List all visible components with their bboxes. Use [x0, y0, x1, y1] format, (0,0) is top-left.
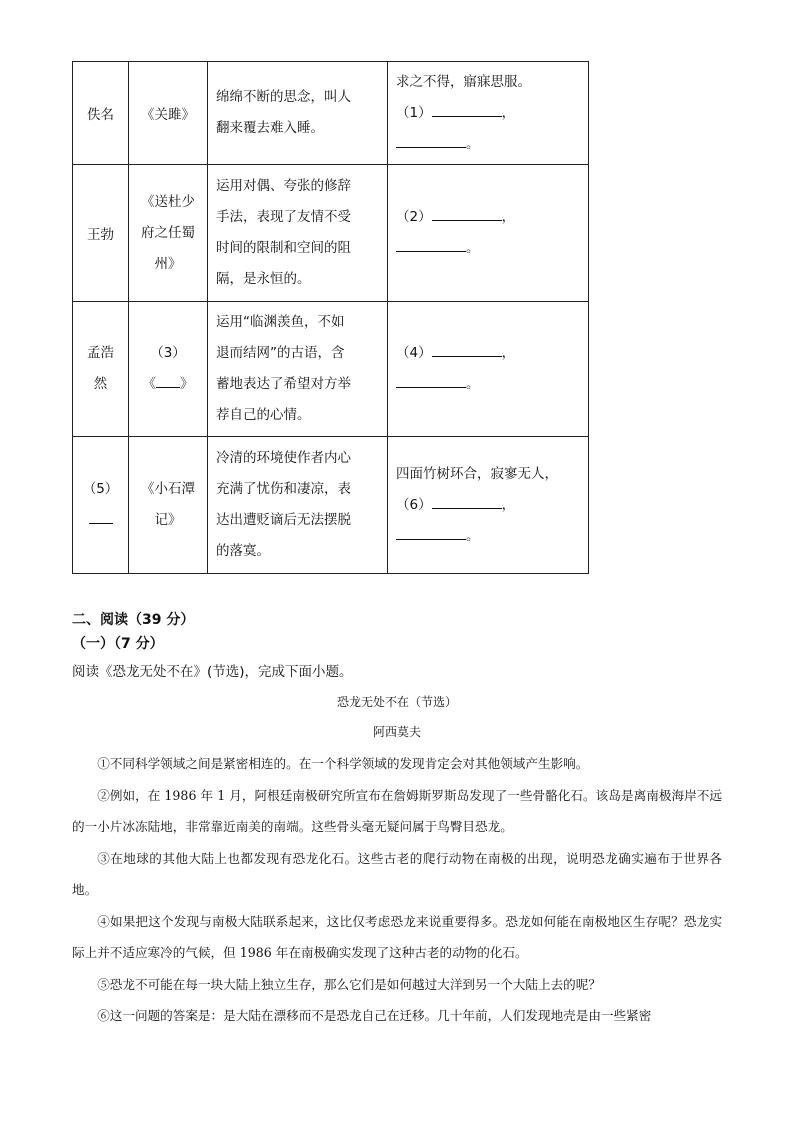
blank-number: （1） — [396, 104, 432, 121]
answer-blank[interactable] — [396, 386, 466, 388]
answer-blank[interactable] — [396, 538, 466, 540]
paragraph: ⑤恐龙不可能在每一块大陆上独立生存，那么它们是如何越过大洋到另一个大陆上去的呢？ — [97, 976, 601, 992]
passage-body — [72, 748, 722, 1032]
description-line: 手法，表现了友情不受 — [216, 209, 351, 225]
paragraph: ②例如，在 1986 年 1 月，阿根廷南极研究所宣布在詹姆斯罗斯岛发现了一些骨骼化石。该岛是离南极海岸不远的一小片冰冻陆地，非常靠近南美的南端。这些骨头毫无疑问属于鸟臀目恐龙。 — [72, 787, 722, 834]
lines-cell — [388, 165, 589, 302]
subsection-heading: （一）（7 分） — [72, 636, 164, 652]
table-row — [73, 302, 589, 437]
description-line: 达出遭贬谪后无法摆脱 — [216, 512, 351, 528]
answer-blank[interactable] — [396, 250, 466, 252]
author-cell — [73, 437, 129, 574]
table-row — [73, 165, 589, 302]
description-line: 隔，是永恒的。 — [216, 271, 311, 287]
passage-author: 阿西莫夫 — [372, 725, 421, 739]
paragraph: ④如果把这个发现与南极大陆联系起来，这比仅考虑恐龙来说重要得多。恐龙如何能在南极地区生存呢？恐龙实际上并不适应寒冷的气候，但 1986 年在南极确实发现了这种古老的动物的化石。 — [72, 913, 722, 960]
author-cell — [73, 302, 129, 437]
author-name: 王勃 — [87, 227, 114, 243]
description-cell — [208, 165, 388, 302]
description-line: 时间的限制和空间的阻 — [216, 240, 351, 256]
fill-blank-line — [396, 233, 580, 264]
table-row — [73, 437, 589, 574]
comma: ， — [501, 345, 516, 361]
comma: ， — [501, 104, 516, 121]
author-name: 佚名 — [87, 107, 114, 123]
blank-number: （4） — [396, 345, 432, 361]
lines-cell — [388, 437, 589, 574]
section-heading: 二、阅读（39 分） — [72, 612, 195, 628]
author-cell — [73, 62, 129, 165]
description-cell — [208, 62, 388, 165]
fill-blank-line — [396, 490, 580, 521]
comma: ， — [501, 496, 516, 513]
fill-blank-line — [396, 202, 580, 233]
description-line: 充满了忧伤和凄凉，表 — [216, 481, 351, 497]
title-cell — [129, 62, 208, 165]
author-name-line: 孟浩 — [87, 345, 114, 361]
table-row — [73, 62, 589, 165]
answer-blank[interactable] — [432, 115, 502, 117]
fill-blank-line — [396, 129, 580, 160]
fill-blank-line — [396, 338, 580, 369]
paragraph: ⑥这一问题的答案是：是大陆在漂移而不是恐龙自己在迁移。几十年前，人们发现地壳是由一些紧密 — [97, 1008, 652, 1023]
poem-title-line: 《小石潭 — [141, 481, 195, 497]
blank-number: （3） — [150, 345, 186, 361]
reading-instruction: 阅读《恐龙无处不在》(节选)，完成下面小题。 — [72, 664, 353, 680]
paragraph: ③在地球的其他大陆上也都发现有恐龙化石。这些古老的爬行动物在南极的出现，说明恐龙确实遍布于世界各地。 — [72, 850, 722, 897]
description-line: 运用“临渊羡鱼，不如 — [216, 314, 345, 330]
poem-title-line: 《送杜少 — [141, 193, 195, 210]
paragraph: ①不同科学领域之间是紧密相连的。在一个科学领域的发现肯定会对其他领域产生影响。 — [97, 756, 589, 771]
blank-number: （5） — [82, 481, 119, 497]
author-cell — [73, 165, 129, 302]
poem-line: 四面竹树环合，寂寥无人， — [396, 465, 558, 482]
fill-blank-line — [396, 521, 580, 552]
description-cell — [208, 302, 388, 437]
poem-title-blank — [129, 369, 207, 400]
title-cell — [129, 165, 208, 302]
answer-blank[interactable] — [432, 507, 502, 509]
description-line: 翻来覆去难入睡。 — [216, 120, 324, 136]
description-line: 冷清的环境使作者内心 — [216, 450, 351, 466]
description-line: 荐自己的心情。 — [216, 407, 311, 423]
comma: ， — [501, 209, 516, 225]
description-line: 绵绵不断的思念，叫人 — [216, 89, 351, 105]
answer-blank[interactable] — [396, 146, 466, 148]
poem-title: 《关雎》 — [141, 107, 195, 123]
passage-title: 恐龙无处不在（节选） — [336, 695, 457, 709]
description-line: 的落寞。 — [216, 543, 270, 559]
title-cell — [129, 437, 208, 574]
period: 。 — [466, 527, 480, 544]
description-line: 蓄地表达了希望对方举 — [216, 376, 351, 392]
period: 。 — [466, 376, 480, 392]
answer-blank[interactable] — [89, 522, 113, 524]
poem-title-line: 记》 — [154, 512, 182, 528]
answer-blank[interactable] — [432, 355, 502, 357]
lines-cell — [388, 62, 589, 165]
author-blank — [73, 505, 128, 536]
fill-blank-line — [396, 369, 580, 400]
poem-line: 求之不得，寤寐思服。 — [396, 73, 531, 90]
author-name-line: 然 — [93, 376, 108, 392]
poem-table — [72, 61, 589, 574]
title-cell — [129, 302, 208, 437]
description-line: 运用对偶、夸张的修辞 — [216, 178, 351, 194]
blank-number: （2） — [396, 209, 432, 225]
description-line: 退而结网”的古语，含 — [216, 345, 345, 361]
blank-number: （6） — [396, 496, 432, 513]
bracket-close: 》 — [180, 376, 194, 392]
period: 。 — [466, 240, 480, 256]
description-cell — [208, 437, 388, 574]
period: 。 — [466, 135, 480, 152]
bracket-open: 《 — [142, 376, 156, 392]
poem-title-line: 州》 — [154, 255, 182, 272]
lines-cell — [388, 302, 589, 437]
poem-title-line: 府之任蜀 — [141, 224, 195, 241]
answer-blank[interactable] — [156, 386, 180, 388]
answer-blank[interactable] — [432, 219, 502, 221]
fill-blank-line — [396, 98, 580, 129]
